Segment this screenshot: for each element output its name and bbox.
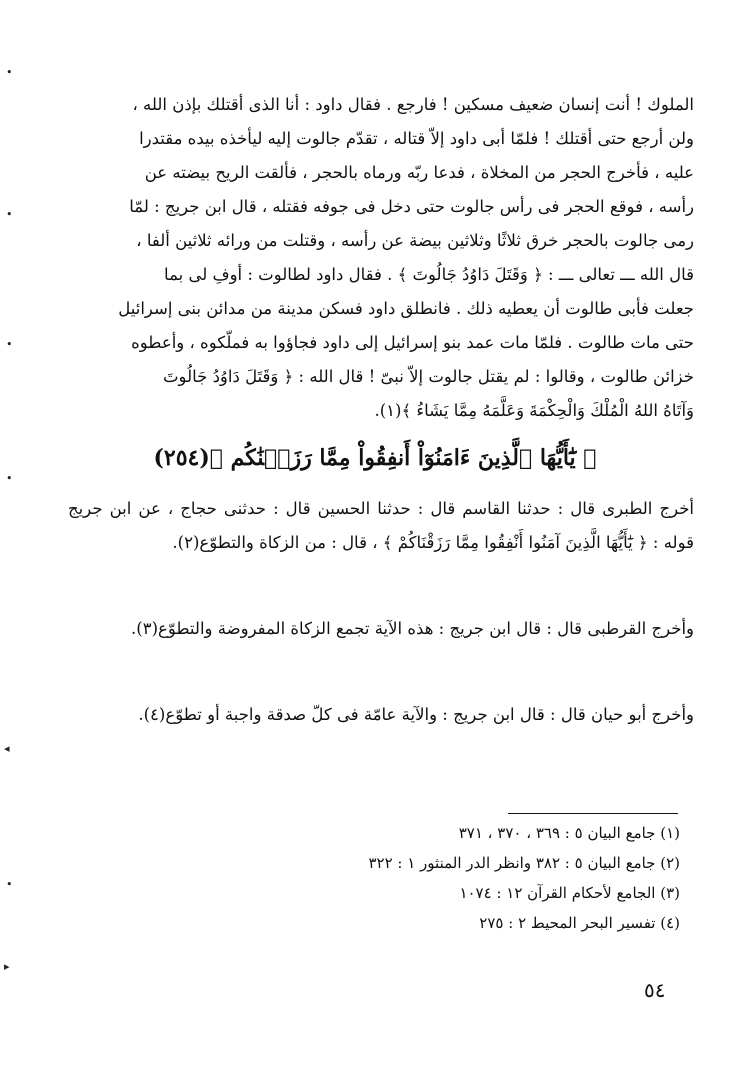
footnote: (٢) جامع البيان ٥ : ٣٨٢ وانظر الدر المنثور ١ : ٣٢٢ <box>368 854 680 872</box>
margin-mark: • <box>6 878 13 891</box>
margin-mark: ▸ <box>4 960 10 973</box>
margin-mark: • <box>6 472 13 485</box>
footnote: (١) جامع البيان ٥ : ٣٦٩ ، ٣٧٠ ، ٣٧١ <box>458 824 680 842</box>
footnotes <box>260 818 680 938</box>
margin-mark: ◂ <box>4 742 10 755</box>
main-text <box>68 88 694 428</box>
verse-heading: ﴿ يَٰٓأَيُّهَا ٱلَّذِينَ ءَامَنُوٓاْ أَنفِقُواْ مِمَّا رَزَقۡنَٰكُم ﴾(٢٥٤) <box>153 445 597 471</box>
paragraph: وأخرج القرطبى قال : قال ابن جريج : هذه الآية تجمع الزكاة المفروضة والتطوّع(٣). <box>131 619 694 638</box>
footnote: (٤) تفسير البحر المحيط ٢ : ٢٧٥ <box>479 914 680 932</box>
text-line: عليه ، فأخرج الحجر من المخلاة ، فدعا ربّه ورماه بالحجر ، فألقت الريح بيضته عن <box>144 163 694 182</box>
text-line: ولن أرجع حتى أقتلك ! فلمّا أبى داود إلاّ قتاله ، تقدّم جالوت إليه ليأخذه بيده مقتدرا <box>139 129 694 148</box>
footnote-divider <box>508 813 678 814</box>
paragraph: وأخرج أبو حيان قال : قال ابن جريج : والآية عامّة فى كلّ صدقة واجبة أو تطوّع(٤). <box>138 705 694 724</box>
text-line: خزائن طالوت ، وقالوا : لم يقتل جالوت إلاّ نبىّ ! قال الله : ﴿ وَقَتَلَ دَاوُدُ جَالُوتَ <box>163 367 694 386</box>
text-line: وَآتَاهُ اللهُ الْمُلْكَ وَالْحِكْمَةَ وَعَلَّمَهُ مِمَّا يَشَاءُ ﴾(١). <box>374 401 694 420</box>
page-number: ٥٤ <box>644 978 666 1002</box>
text-line: رمى جالوت بالحجر خرق ثلاثًا وثلاثين بيضة عن رأسه ، وقتلت من ورائه ثلاثين ألفا ، <box>136 231 694 250</box>
margin-mark: • <box>6 208 13 221</box>
text-line: قال الله ـــ تعالى ـــ : ﴿ وَقَتَلَ دَاوُدُ جَالُوتَ ﴾ . فقال داود لطالوت : أوفِ لى بما <box>164 265 694 284</box>
text-line: جعلت فأبى طالوت أن يعطيه ذلك . فانطلق داود فسكن مدينة من مدائن بنى إسرائيل <box>118 299 694 318</box>
margin-mark: • <box>6 338 13 351</box>
text-line: الملوك ! أنت إنسان ضعيف مسكين ! فارجع . فقال داود : أنا الذى أقتلك بإذن الله ، <box>132 95 694 114</box>
text-line: رأسه ، فوقع الحجر فى رأس جالوت حتى دخل فى جوفه فقتله ، قال ابن جريج : لمّا <box>129 197 694 216</box>
margin-mark: • <box>6 66 13 79</box>
text-line: حتى مات طالوت . فلمّا مات عمد بنو إسرائيل إلى داود فجاؤوا به فملّكوه ، وأعطوه <box>131 333 694 352</box>
paragraph: أخرج الطبرى قال : حدثنا القاسم قال : حدثنا الحسين قال : حدثنى حجاج ، عن ابن جريج قوله : ﴿ يَٰٓأَيُّهَا الَّذِينَ آمَنُوا أَنْفِقُوا مِمَّا رَزَقْنَاكُمْ ﴾ ، قال : من الزكاة والتطوّع(٢). <box>68 499 694 552</box>
footnote: (٣) الجامع لأحكام القرآن ١٢ : ١٠٧٤ <box>459 884 680 902</box>
